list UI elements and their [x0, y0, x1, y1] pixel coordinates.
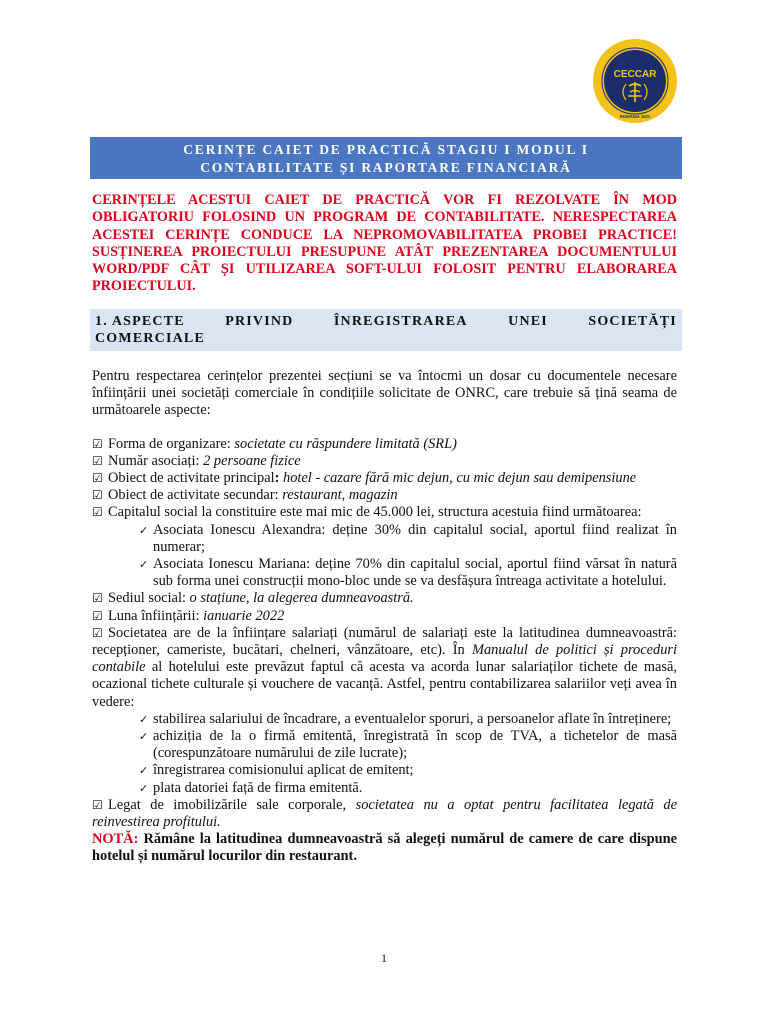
checkbox-checked-icon: ☑ [92, 797, 103, 812]
checkbox-checked-icon: ☑ [92, 453, 103, 468]
section-header [90, 309, 682, 351]
list-item-obiect-principal: ☑ Obiect de activitate principal: hotel - cazare fără mic dejun, cu mic dejun sau demipensiune [92, 470, 637, 487]
list-item-asociati: ☑ Număr asociați: 2 persoane fizice [92, 452, 301, 469]
checkbox-checked-icon: ☑ [92, 591, 103, 606]
section-word: PRIVIND [225, 314, 294, 329]
note-paragraph: NOTĂ: Rămâne la latitudinea dumneavoastră să alegeți numărul de camere de care dispune hotelul și numărul locurilor din restaurant. [92, 831, 677, 865]
list-item-capital: ☑ Capitalul social la constituire este mai mic de 45.000 lei, structura acestuia fiind următoarea: [92, 504, 642, 521]
checkbox-checked-icon: ☑ [92, 488, 103, 503]
list-item-imobilizari: ☑ Legat de imobilizările sale corporale, societatea nu a optat pentru facilitatea legată de reinvestirea profitului. [92, 796, 677, 831]
checkbox-checked-icon: ☑ [92, 471, 103, 486]
title-line-2: CONTABILITATE ȘI RAPORTARE FINANCIARĂ [200, 159, 572, 175]
ceccar-logo [592, 38, 678, 124]
section-word: ÎNREGISTRAREA [333, 314, 468, 329]
checkmark-icon: ✓ [139, 558, 149, 572]
logo-bottom-text: ROMÂNIA 1921 [619, 114, 651, 119]
sub-item-asociata-alexandra: ✓ Asociata Ionescu Alexandra: deține 30% din capitalul social, aportul fiind realizat în numerar; [139, 521, 677, 555]
checkbox-checked-icon: ☑ [92, 625, 103, 640]
mandatory-warning: CERINȚELE ACESTUI CAIET DE PRACTICĂ VOR FI REZOLVATE ÎN MOD OBLIGATORIU FOLOSIND UN PROGRAM DE CONTABILITATE. NERESPECTAREA ACESTEI CERINȚE CONDUCE LA NEPROMOVABILITATEA PROBEI PRACTICE! SUSȚINEREA PROIECTULUI PRESUPUNE ATÂT PREZENTAREA DOCUMENTULUI WORD/PDF CÂT ȘI UTILIZAREA SOFT-ULUI FOLOSIT PENTRU ELABORAREA PROIECTULUI. [92, 192, 677, 295]
ceccar-seal-icon [592, 38, 678, 124]
intro-paragraph: Pentru respectarea cerințelor prezentei secțiuni se va întocmi un dosar cu documentele necesare înființării unei societăți comerciale în condițiile solicitate de ONRC, care trebuie să țină seama de următoarele aspecte: [92, 368, 677, 419]
checkbox-checked-icon: ☑ [92, 436, 103, 451]
checkmark-icon: ✓ [139, 523, 149, 537]
title-banner [90, 137, 682, 179]
list-item-luna: ☑ Luna înființării: ianuarie 2022 [92, 607, 285, 624]
list-item-salariati: ☑ Societatea are de la înființare salariați (numărul de salariați este la latitudinea dumneavoastră: recepționer, cameriste, bucătari, chelneri, vânzătoare, etc). În Manualul de politici și proceduri contabile al hotelului este prevăzut faptul că acesta va acorda lunar salariaților tichete de masă, ocazional tichete culturale și vouchere de vacanță. Astfel, pentru contabilizarea salariilor veți avea în vedere: [92, 624, 677, 710]
title-line-1: CERINȚE CAIET DE PRACTICĂ STAGIU I MODUL I [183, 142, 589, 157]
checkmark-icon: ✓ [139, 730, 149, 744]
list-item-sediu: ☑ Sediul social: o stațiune, la alegerea dumneavoastră. [92, 590, 414, 607]
checkbox-checked-icon: ☑ [92, 505, 103, 520]
document-body [92, 368, 677, 866]
list-item-obiect-secundar: ☑ Obiect de activitate secundar: restaurant, magazin [92, 487, 398, 504]
sub-item-achizitie: ✓ achiziția de la o firmă emitentă, înregistrată în scop de TVA, a tichetelor de masă (corespunzătoare numărului de zile lucrate); [139, 728, 677, 762]
sub-item-comision: ✓ înregistrarea comisionului aplicat de emitent; [139, 762, 414, 779]
checkmark-icon: ✓ [139, 764, 149, 778]
list-item-forma: ☑ Forma de organizare: societate cu răspundere limitată (SRL) [92, 435, 457, 452]
sub-item-salariu: ✓ stabilirea salariului de încadrare, a eventualelor sporuri, a persoanelor aflate în întreținere; [139, 710, 672, 727]
checkbox-checked-icon: ☑ [92, 608, 103, 623]
sub-item-asociata-mariana: ✓ Asociata Ionescu Mariana: deține 70% din capitalul social, aportul fiind vărsat în natură sub forma unei construcții mono-bloc unde se va desfășura întreaga activitate a hotelului. [139, 556, 677, 590]
section-title-line-2: COMERCIALE [95, 331, 206, 346]
logo-text: CECCAR [613, 69, 657, 80]
section-word: 1. ASPECTE [95, 314, 185, 329]
section-word: SOCIETĂȚI [588, 314, 677, 329]
section-word: UNEI [508, 314, 548, 329]
checkmark-icon: ✓ [139, 712, 149, 726]
sub-item-plata: ✓ plata datoriei față de firma emitentă. [139, 779, 363, 796]
page-number: 1 [381, 951, 387, 965]
checkmark-icon: ✓ [139, 781, 149, 795]
note-label: NOTĂ: [92, 831, 139, 848]
